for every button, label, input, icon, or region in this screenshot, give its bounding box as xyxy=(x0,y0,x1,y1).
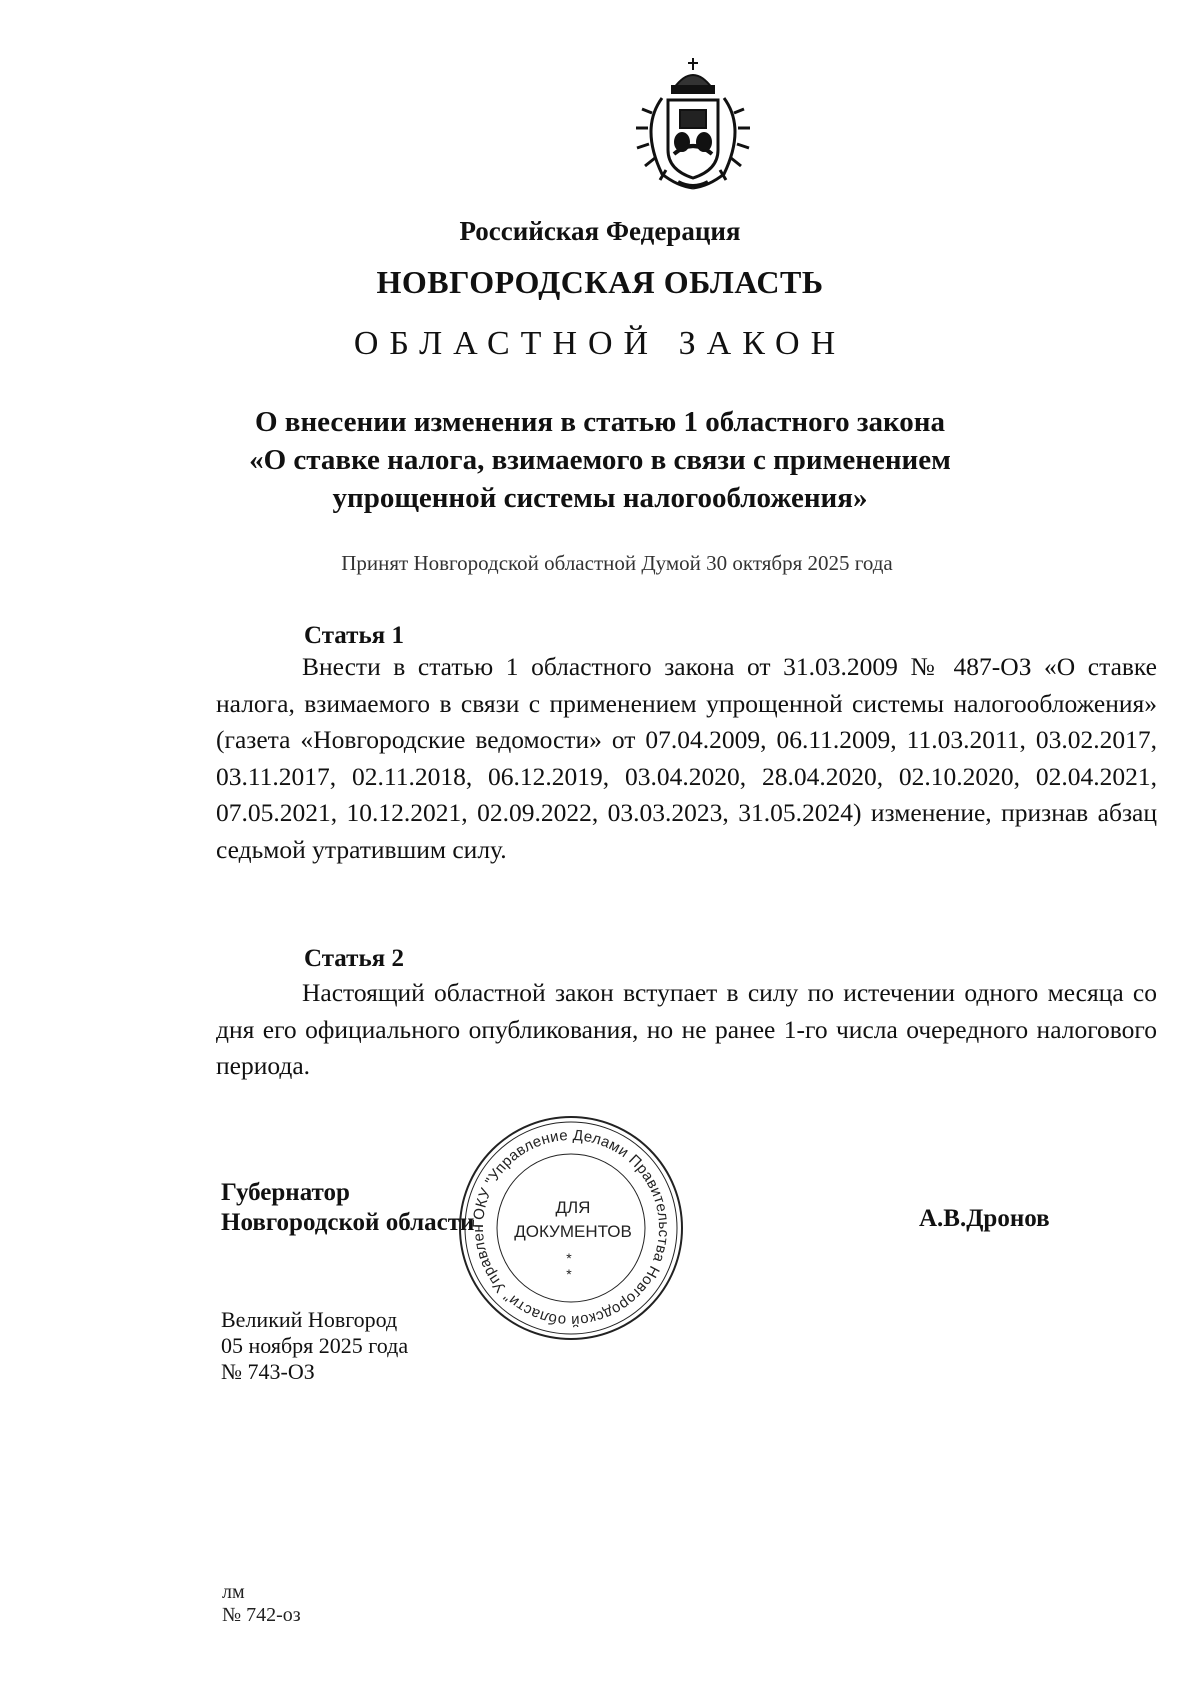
region-name: НОВГОРОДСКАЯ ОБЛАСТЬ xyxy=(376,264,824,300)
country-name: Российская Федерация xyxy=(459,216,741,246)
official-seal-stamp xyxy=(456,1113,686,1343)
footer-number: № 742-оз xyxy=(222,1604,301,1626)
place-date-block xyxy=(221,1307,408,1385)
document-type: ОБЛАСТНОЙ ЗАКОН xyxy=(353,325,847,362)
article-2-heading: Статья 2 xyxy=(304,945,404,972)
article-1-text: Внести в статью 1 областного закона от 31.03.2009 № 487-ОЗ «О ставке налога, взимаемого в связи с применением упрощенной системы налогообложения» (газета «Новгородские ведомости» от 07.04.2009, 06.11.2009, 11.03.2011, 03.02.2017, 03.11.2017, 02.11.2018, 06.12.2019, 03.04.2020, 28.04.2020, 02.10.2020, 02.04.2021, 07.05.2021, 10.12.2021, 02.09.2022, 03.03.2023, 31.05.2024) изменение, признав абзац седьмой утратившим силу. xyxy=(216,652,1157,864)
footer-note xyxy=(222,1581,301,1627)
svg-text:*: * xyxy=(566,1250,572,1266)
law-title xyxy=(0,403,1200,517)
signatory-position-line: Губернатор xyxy=(221,1179,350,1206)
law-title-line: «О ставке налога, взимаемого в связи с применением xyxy=(249,444,951,476)
signatory-name: А.В.Дронов xyxy=(919,1205,1050,1232)
article-1-heading: Статья 1 xyxy=(304,622,404,649)
seal-ring-text: ГОКУ "Управление Делами Правительства Новгородской области" Управлен xyxy=(469,1126,673,1330)
law-title-line: упрощенной системы налогообложения» xyxy=(332,482,868,514)
signing-date: 05 ноября 2025 года xyxy=(221,1333,409,1358)
law-number: № 743-ОЗ xyxy=(221,1359,315,1384)
city: Великий Новгород xyxy=(221,1307,398,1332)
seal-center-line: ДОКУМЕНТОВ xyxy=(514,1222,632,1241)
svg-text:*: * xyxy=(566,1266,572,1282)
adoption-note: Принят Новгородской областной Думой 30 октября 2025 года xyxy=(341,551,893,575)
signatory-position xyxy=(221,1178,474,1238)
law-title-line: О внесении изменения в статью 1 областного закона xyxy=(254,406,946,438)
footer-initials: лм xyxy=(222,1581,245,1603)
seal-center-line: ДЛЯ xyxy=(555,1198,591,1217)
signatory-position-line: Новгородской области xyxy=(221,1209,475,1236)
article-2-text: Настоящий областной закон вступает в силу по истечении одного месяца со дня его официального опубликования, но не ранее 1-го числа очередного налогового периода. xyxy=(216,978,1157,1080)
coat-of-arms-icon xyxy=(622,58,764,190)
